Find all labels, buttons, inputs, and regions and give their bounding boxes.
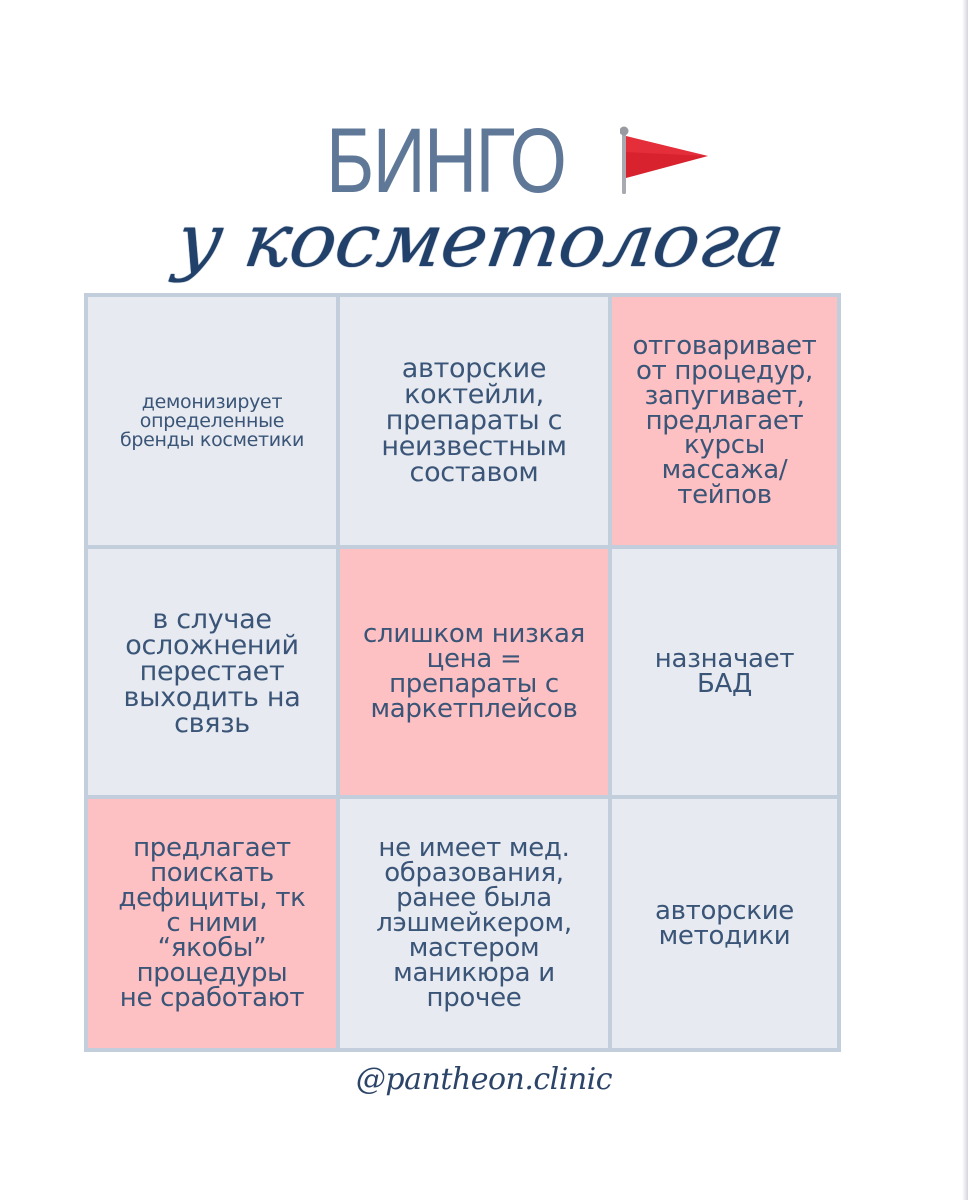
bingo-cell-4: в случае осложнений перестает выходить на связь (88, 549, 336, 795)
title-block (0, 0, 968, 320)
title-script: у косметолога (170, 198, 790, 284)
bingo-grid (84, 293, 841, 1052)
bingo-cell-5: слишком низкая цена = препараты с маркетплейсов (340, 549, 608, 795)
bingo-cell-9: авторские методики (612, 799, 837, 1048)
title-word: БИНГО (326, 110, 566, 212)
bingo-cell-1: демонизирует определенные бренды косметики (88, 297, 336, 545)
bingo-cell-6: назначает БАД (612, 549, 837, 795)
bingo-cell-7: предлагает поискать дефициты, тк с ними “якобы” процедуры не сработают (88, 799, 336, 1048)
bingo-cell-2: авторские коктейли, препараты с неизвестным составом (340, 297, 608, 545)
bingo-cell-3: отговаривает от процедур, запугивает, предлагает курсы массажа/ тейпов (612, 297, 837, 545)
bingo-cell-8: не имеет мед. образования, ранее была лэшмейкером, мастером маникюра и прочее (340, 799, 608, 1048)
footer-handle: @pantheon.clinic (355, 1062, 613, 1097)
